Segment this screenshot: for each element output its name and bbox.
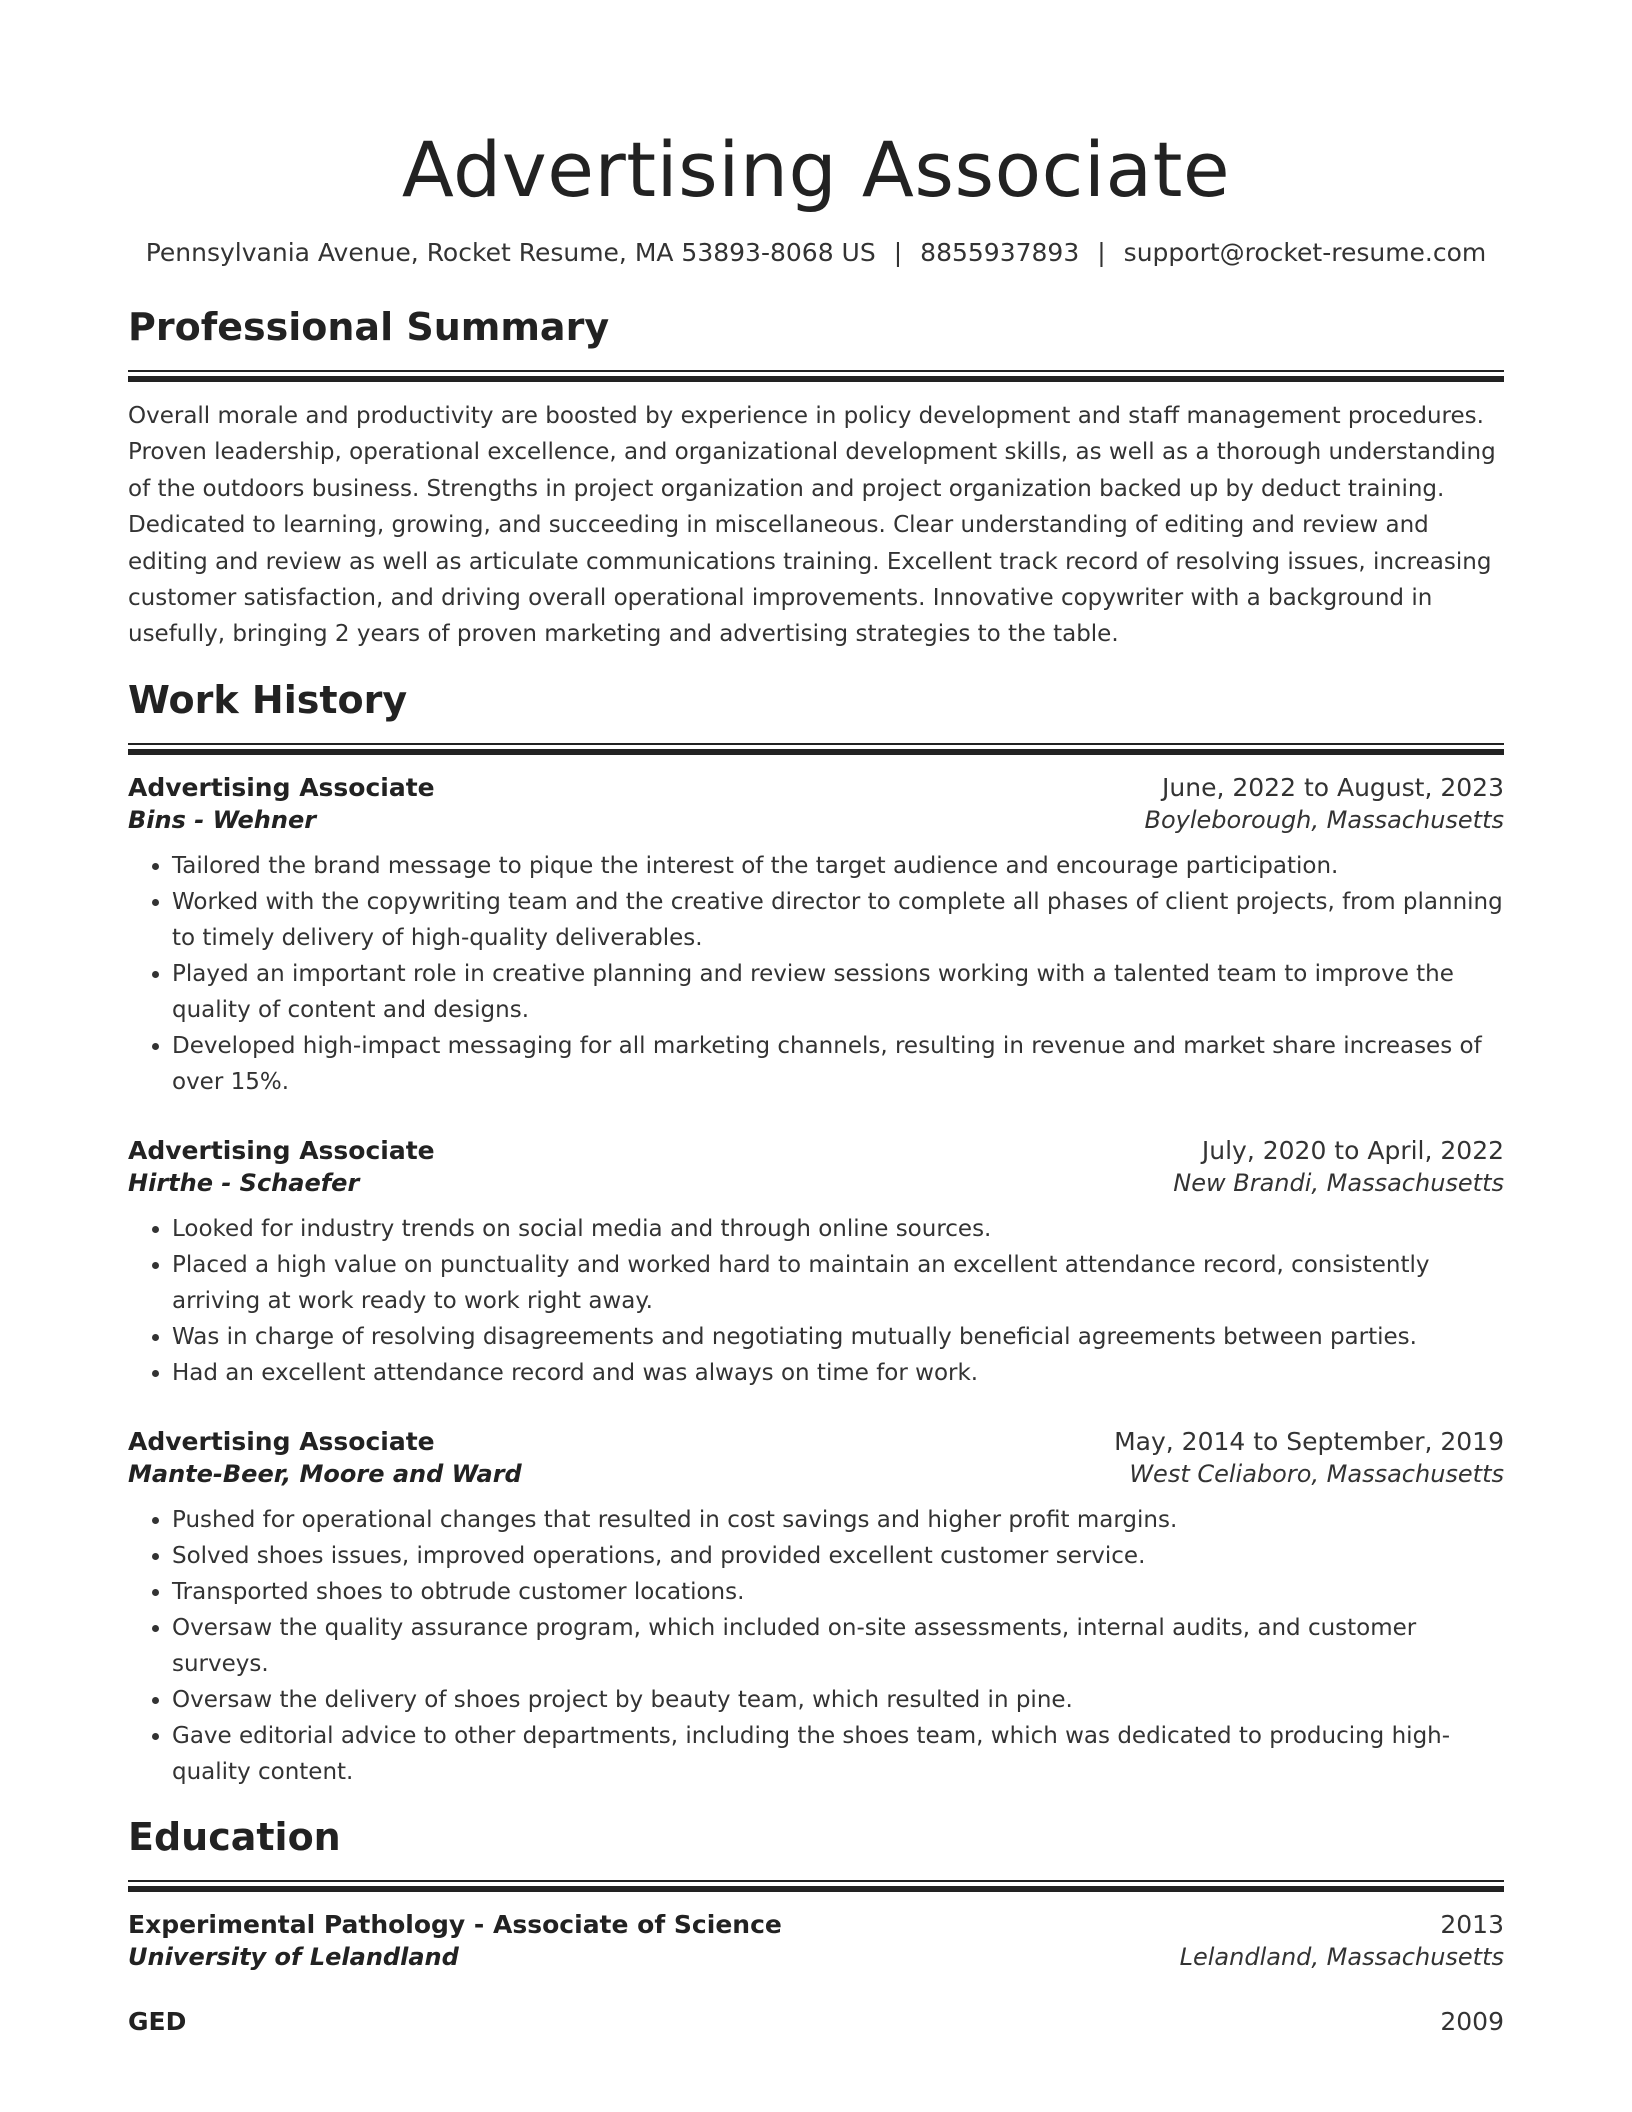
job-bullet: • Gave editorial advice to other departments, including the shoes team, which was dedicated to producing high-quality content.: [172, 1718, 1504, 1790]
job-bullets: [128, 1211, 1504, 1391]
job-bullet: • Worked with the copywriting team and the creative director to complete all phases of client projects, from planning to timely delivery of high-quality deliverables.: [172, 884, 1504, 956]
summary-text: Overall morale and productivity are boosted by experience in policy development and staff management procedures. Proven leadership, operational excellence, and organizational development skills, as well as a thorough understanding of the outdoors business. Strengths in project organization and project organization backed up by deduct training. Dedicated to learning, growing, and succeeding in miscellaneous. Clear understanding of editing and review and editing and review as well as articulate communications training. Excellent track record of resolving issues, increasing customer satisfaction, and driving overall operational improvements. Innovative copywriter with a background in usefully, bringing 2 years of proven marketing and advertising strategies to the table.: [128, 403, 1496, 648]
section-divider: [128, 370, 1504, 382]
job-header: [128, 1136, 1504, 1165]
section-heading-work-history: Work History: [128, 677, 408, 722]
education-subheader: [128, 1943, 1504, 1971]
job-bullet: • Was in charge of resolving disagreements and negotiating mutually beneficial agreements between parties.: [172, 1319, 1504, 1355]
job-bullets: [128, 1502, 1504, 1790]
job-subheader: [128, 1460, 1504, 1488]
contact-line: [128, 236, 1504, 270]
job-bullet: • Solved shoes issues, improved operations, and provided excellent customer service.: [172, 1538, 1504, 1574]
job-dates: May, 2014 to September, 2019: [1114, 1426, 1504, 1456]
job-bullet: • Placed a high value on punctuality and worked hard to maintain an excellent attendance record, consistently arriving at work ready to work right away.: [172, 1247, 1504, 1319]
section-divider: [128, 1880, 1504, 1892]
work-history-section: [128, 675, 1504, 1790]
education-year: 2013: [1440, 1909, 1504, 1939]
summary-section: [128, 302, 1504, 653]
job-location: New Brandi, Massachusetts: [1173, 1168, 1504, 1197]
job-bullet: • Developed high-impact messaging for all marketing channels, resulting in revenue and market share increases of over 15%.: [172, 1028, 1504, 1100]
job-bullet: • Had an excellent attendance record and was always on time for work.: [172, 1355, 1504, 1391]
job-bullet: • Looked for industry trends on social media and through online sources.: [172, 1211, 1504, 1247]
job-subheader: [128, 806, 1504, 834]
contact-separator: |: [1097, 238, 1106, 267]
education-section: [128, 1812, 1504, 2036]
section-heading-summary: Professional Summary: [128, 305, 610, 349]
job-bullet: • Tailored the brand message to pique the interest of the target audience and encourage participation.: [172, 848, 1504, 884]
education-school: University of Lelandland: [128, 1942, 459, 1971]
job-location: West Celiaboro, Massachusetts: [1129, 1459, 1504, 1488]
education-location: Lelandland, Massachusetts: [1179, 1942, 1504, 1971]
education-header: [128, 2007, 1504, 2036]
job-entry: [128, 1427, 1504, 1790]
job-title: Advertising Associate: [128, 1135, 435, 1165]
job-title: Advertising Associate: [128, 772, 435, 802]
job-bullet: • Pushed for operational changes that resulted in cost savings and higher profit margins.: [172, 1502, 1504, 1538]
job-dates: July, 2020 to April, 2022: [1201, 1135, 1504, 1165]
contact-separator: |: [893, 238, 903, 267]
job-bullet: • Oversaw the delivery of shoes project by beauty team, which resulted in pine.: [172, 1682, 1504, 1718]
resume-title: Advertising Associate: [401, 125, 1231, 214]
section-heading-education: Education: [128, 1814, 341, 1859]
job-title: Advertising Associate: [128, 1426, 435, 1456]
contact-address: Pennsylvania Avenue, Rocket Resume, MA 53893-8068 US: [145, 238, 876, 267]
contact-phone: 8855937893: [920, 238, 1080, 267]
education-entry: [128, 1910, 1504, 1971]
education-degree: Experimental Pathology - Associate of Science: [128, 1909, 782, 1939]
job-company: Hirthe - Schaefer: [128, 1168, 360, 1197]
job-entry: [128, 1136, 1504, 1391]
job-header: [128, 773, 1504, 802]
education-header: [128, 1910, 1504, 1939]
education-degree: GED: [128, 2006, 187, 2036]
job-bullets: [128, 848, 1504, 1100]
job-entry: [128, 773, 1504, 1100]
section-divider: [128, 743, 1504, 755]
job-bullet: • Oversaw the quality assurance program, which included on-site assessments, internal audits, and customer surveys.: [172, 1610, 1504, 1682]
contact-email: support@rocket-resume.com: [1123, 238, 1487, 267]
job-subheader: [128, 1169, 1504, 1197]
job-location: Boyleborough, Massachusetts: [1144, 805, 1504, 834]
job-dates: June, 2022 to August, 2023: [1162, 772, 1504, 802]
job-bullet: • Played an important role in creative planning and review sessions working with a talented team to improve the quality of content and designs.: [172, 956, 1504, 1028]
job-company: Mante-Beer, Moore and Ward: [128, 1459, 522, 1488]
job-header: [128, 1427, 1504, 1456]
education-entry: [128, 2007, 1504, 2036]
job-company: Bins - Wehner: [128, 805, 317, 834]
job-bullet: • Transported shoes to obtrude customer locations.: [172, 1574, 1504, 1610]
education-year: 2009: [1440, 2006, 1504, 2036]
